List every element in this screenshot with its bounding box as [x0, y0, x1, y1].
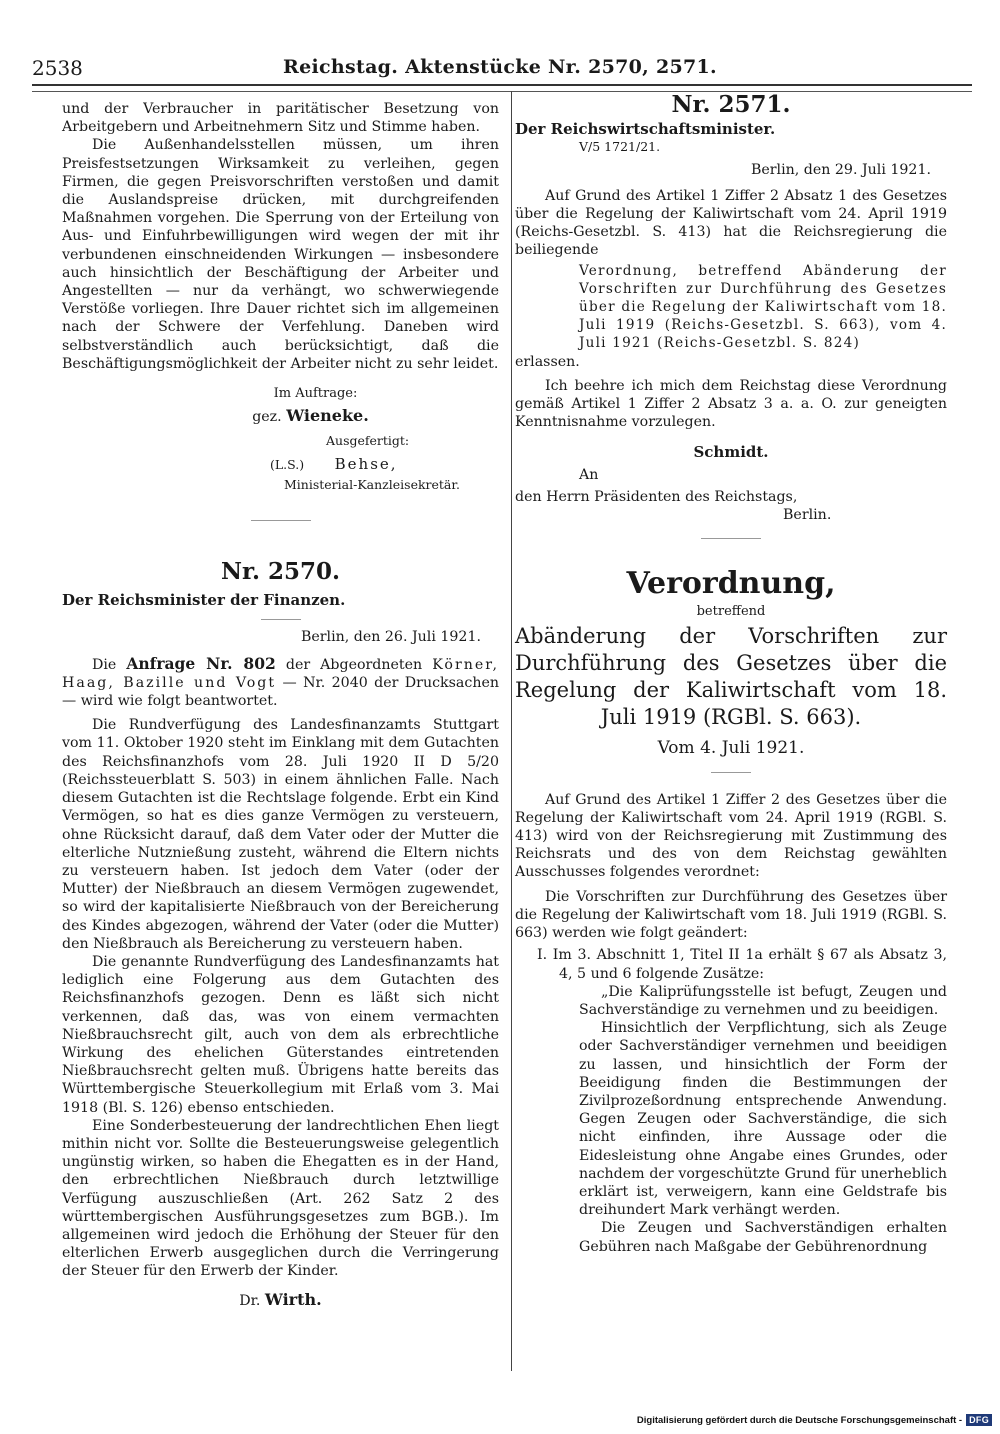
clerk-title: Ministerial-Kanzleisekretär. — [284, 476, 460, 492]
reference-number: V/5 1721/21. — [579, 139, 661, 155]
paragraph: Eine Sonderbesteuerung der landrechtlichen Ehen liegt mithin nicht vor. Sollte die Besteuerungsweise gelegentlich ungünstig wirken, so haben die Ehegatten es in der Hand, den erbrechtlichen Nießbrauch durch letztwillige Verfügung auszuschließen (Art. 262 Satz 2 des württembergischen Ausführungsgesetzes zum BGB.). Im allgemeinen wird jedoch die Erhöhung der Steuer für den elterlichen Erwerb ausgeglichen durch die Verringerung der Steuer für den Erwerb der Kinder. — [62, 1117, 499, 1280]
paragraph: Ich beehre ich mich dem Reichstag diese Verordnung gemäß Artikel 1 Ziffer 2 Absatz 3 a. a. O. zur geneigten Kenntnisnahme vorzulegen. — [515, 377, 947, 431]
paragraph: Auf Grund des Artikel 1 Ziffer 2 Absatz 1 des Gesetzes über die Regelung der Kaliwirtschaft vom 24. April 1919 (Reichs-Gesetzbl. S. 413) hat die Reichsregierung die beiliegende — [515, 187, 947, 259]
intro-text: der Abgeordneten — [285, 656, 423, 673]
ausgefertigt-label: Ausgefertigt: — [326, 433, 410, 449]
separator — [701, 538, 761, 539]
erlassen-text: erlassen. — [515, 353, 580, 370]
article-item: I. Im 3. Abschnitt 1, Titel II 1a erhält § 67 als Absatz 3, 4, 5 und 6 folgende Zusätze: — [537, 947, 947, 982]
running-title: Reichstag. Aktenstücke Nr. 2570, 2571. — [283, 56, 717, 78]
paragraph: Die Vorschriften zur Durchführung des Gesetzes über die Regelung der Kaliwirtschaft vom 18. Juli 1919 (RGBl. S. 663) werden wie folgt geändert: — [515, 888, 947, 942]
continuation-text: und der Verbraucher in paritätischer Besetzung von Arbeitgebern und Arbeitnehmern Sitz und Stimme haben. — [62, 101, 499, 136]
dateline: Berlin, den 29. Juli 1921. — [750, 161, 931, 178]
document-number: Nr. 2570. — [220, 558, 341, 586]
dfg-logo: DFG — [966, 1414, 992, 1426]
clerk-name: Behse, — [334, 454, 398, 473]
separator — [261, 619, 301, 620]
signature-prefix: Dr. — [239, 1292, 261, 1309]
paragraph: Auf Grund des Artikel 1 Ziffer 2 des Gesetzes über die Regelung der Kaliwirtschaft vom 24. April 1919 (RGBl. S. 413) wird von der Reichsregierung mit Zustimmung des Reichsrats und des von dem Reichstag gewählten Ausschusses folgendes verordnet: — [515, 791, 947, 881]
deputies-names: Körner, Haag, Bazille und Vogt — [62, 656, 500, 691]
intro-paragraph — [62, 655, 499, 711]
signature-name: Wirth. — [264, 1289, 322, 1309]
ordinance-date: Vom 4. Juli 1921. — [657, 738, 805, 759]
paragraph: Die genannte Rundverfügung des Landesfinanzamts hat lediglich eine Folgerung aus dem Gutachten des Reichsfinanzhofs gezogen. Denn es läßt sich nicht verkennen, daß das, was von einem vermachten Nießbrauchsrecht gilt, auch von dem als erbrechtliche Wirkung des ehelichen Güterstandes eintretenden Nießbrauchsrecht gelten muß. Übrigens hatte bereits das Württembergische Steuerkollegium mit Erlaß vom 3. Mai 1918 (Bl. S. 126) ebenso entschieden. — [62, 953, 499, 1116]
signer-name: Schmidt. — [693, 443, 769, 462]
left-column — [62, 100, 499, 1310]
right-column — [515, 91, 947, 1256]
addressee-city: Berlin. — [783, 507, 832, 524]
seal-mark: (L.S.) — [270, 456, 305, 472]
paragraph: Die Außenhandelsstellen müssen, um ihren Preisfestsetzungen Wirksamkeit zu verleihen, gegen Firmen, die gegen Preisvorschriften verstoßen und damit die Auslandspreise drücken, mit durchgreifenden Maßnahmen vorgehen. Die Sperrung von der Erteilung von Aus- und Einfuhrbewilligungen wird wegen der mit ihr verbundenen einschneidenden Wirkungen — insbesondere auch hinsichtlich der Beschäftigung der Arbeiter und Angestellten — nur da verhängt, wo schwerwiegende Verstöße vorliegen. Ihre Dauer richtet sich im allgemeinen nach der Schwere der Verfehlung. Daneben wird selbstverständlich auch berücksichtigt, daß die Beschäftigungsmöglichkeit der Arbeiter nicht zu sehr leidet. — [62, 137, 499, 372]
ministry-heading: Der Reichswirtschaftsminister. — [515, 120, 776, 139]
separator — [711, 772, 751, 773]
intro-die: Die — [92, 656, 117, 673]
addressee: den Herrn Präsidenten des Reichstags, — [515, 488, 798, 505]
credit-text: Digitalisierung gefördert durch die Deutsche Forschungsgemeinschaft - — [636, 1414, 963, 1426]
ordinance-betreffend: betreffend — [696, 604, 766, 620]
seal-line — [62, 455, 499, 474]
quoted-paragraph: Die Zeugen und Sachverständigen erhalten Gebühren nach Maßgabe der Gebührenordnung — [579, 1220, 947, 1255]
signature-line — [62, 407, 499, 426]
signer-name: Wieneke. — [286, 406, 369, 426]
quoted-paragraph: „Die Kaliprüfungsstelle ist befugt, Zeugen und Sachverständige zu vernehmen und zu beeidigen. — [579, 983, 947, 1018]
page-number: 2538 — [32, 56, 83, 80]
page-header — [32, 56, 968, 84]
dateline: Berlin, den 26. Juli 1921. — [300, 629, 481, 646]
inquiry-reference: Anfrage Nr. 802 — [126, 653, 276, 673]
digitization-credit — [637, 1414, 992, 1426]
gez-label: gez. — [252, 409, 282, 426]
im-auftrage: Im Auftrage: — [273, 386, 358, 402]
intro-text-end: — Nr. 2040 der Drucksachen — wird wie folgt beantwortet. — [62, 674, 500, 710]
paragraph: Die Rundverfügung des Landesfinanzamts Stuttgart vom 11. Oktober 1920 steht im Einklang mit dem Gutachten des Reichsfinanzhofs vom 28. Juli 1920 II D 5/20 (Reichssteuerblatt S. 503) in einem ähnlichen Falle. Nach diesem Gutachten ist die Rechtslage folgende. Erbt ein Kind Vermögen, so hat es dies ganze Vermögen zu versteuern, ohne Rücksicht darauf, daß dem Vater oder der Mutter die elterliche Nutznießung zusteht, während die Eltern nichts zu versteuern haben. Ist jedoch dem Vater (oder der Mutter) der Nießbrauch an diesem Vermögen zugewendet, so wird der kapitalisierte Nießbrauch von der Bereicherung des Kindes abgezogen, während der Vater (oder die Mutter) den Nießbrauch als Bereicherung zu versteuern haben. — [62, 717, 499, 952]
column-divider — [511, 91, 512, 1371]
ministry-heading: Der Reichsminister der Finanzen. — [62, 591, 346, 610]
separator — [251, 520, 311, 521]
minister-signature — [62, 1291, 499, 1310]
document-number: Nr. 2571. — [671, 91, 791, 118]
ordinance-title: Verordnung, — [626, 566, 836, 602]
ordinance-subject: Abänderung der Vorschriften zur Durchführung des Gesetzes über die Regelung der Kaliwirtschaft vom 18. Juli 1919 (RGBl. S. 663). — [515, 624, 947, 730]
quoted-paragraph: Hinsichtlich der Verpflichtung, sich als Zeuge oder Sachverständiger vernehmen und beeidigen zu lassen, und hinsichtlich der Form der Beeidigung finden die Bestimmungen der Zivilprozeßordnung entsprechende Anwendung. Gegen Zeugen oder Sachverständige, die sich nicht einfinden, ihre Aussage oder die Eidesleistung ohne Angabe eines Grundes, oder nachdem der vorgeschützte Grund für unerheblich erklärt ist, verweigern, kann eine Geldstrafe bis dreihundert Mark verhängt werden. — [579, 1020, 947, 1219]
header-rule — [32, 84, 972, 92]
addressee-an: An — [579, 466, 599, 483]
quoted-ordinance-title: Verordnung, betreffend Abänderung der Vorschriften zur Durchführung des Gesetzes über die Regelung der Kaliwirtschaft vom 18. Juli 1919 (Reichs-Gesetzbl. S. 663), vom 4. Juli 1921 (Reichs-Gesetzbl. S. 824) — [579, 262, 947, 352]
